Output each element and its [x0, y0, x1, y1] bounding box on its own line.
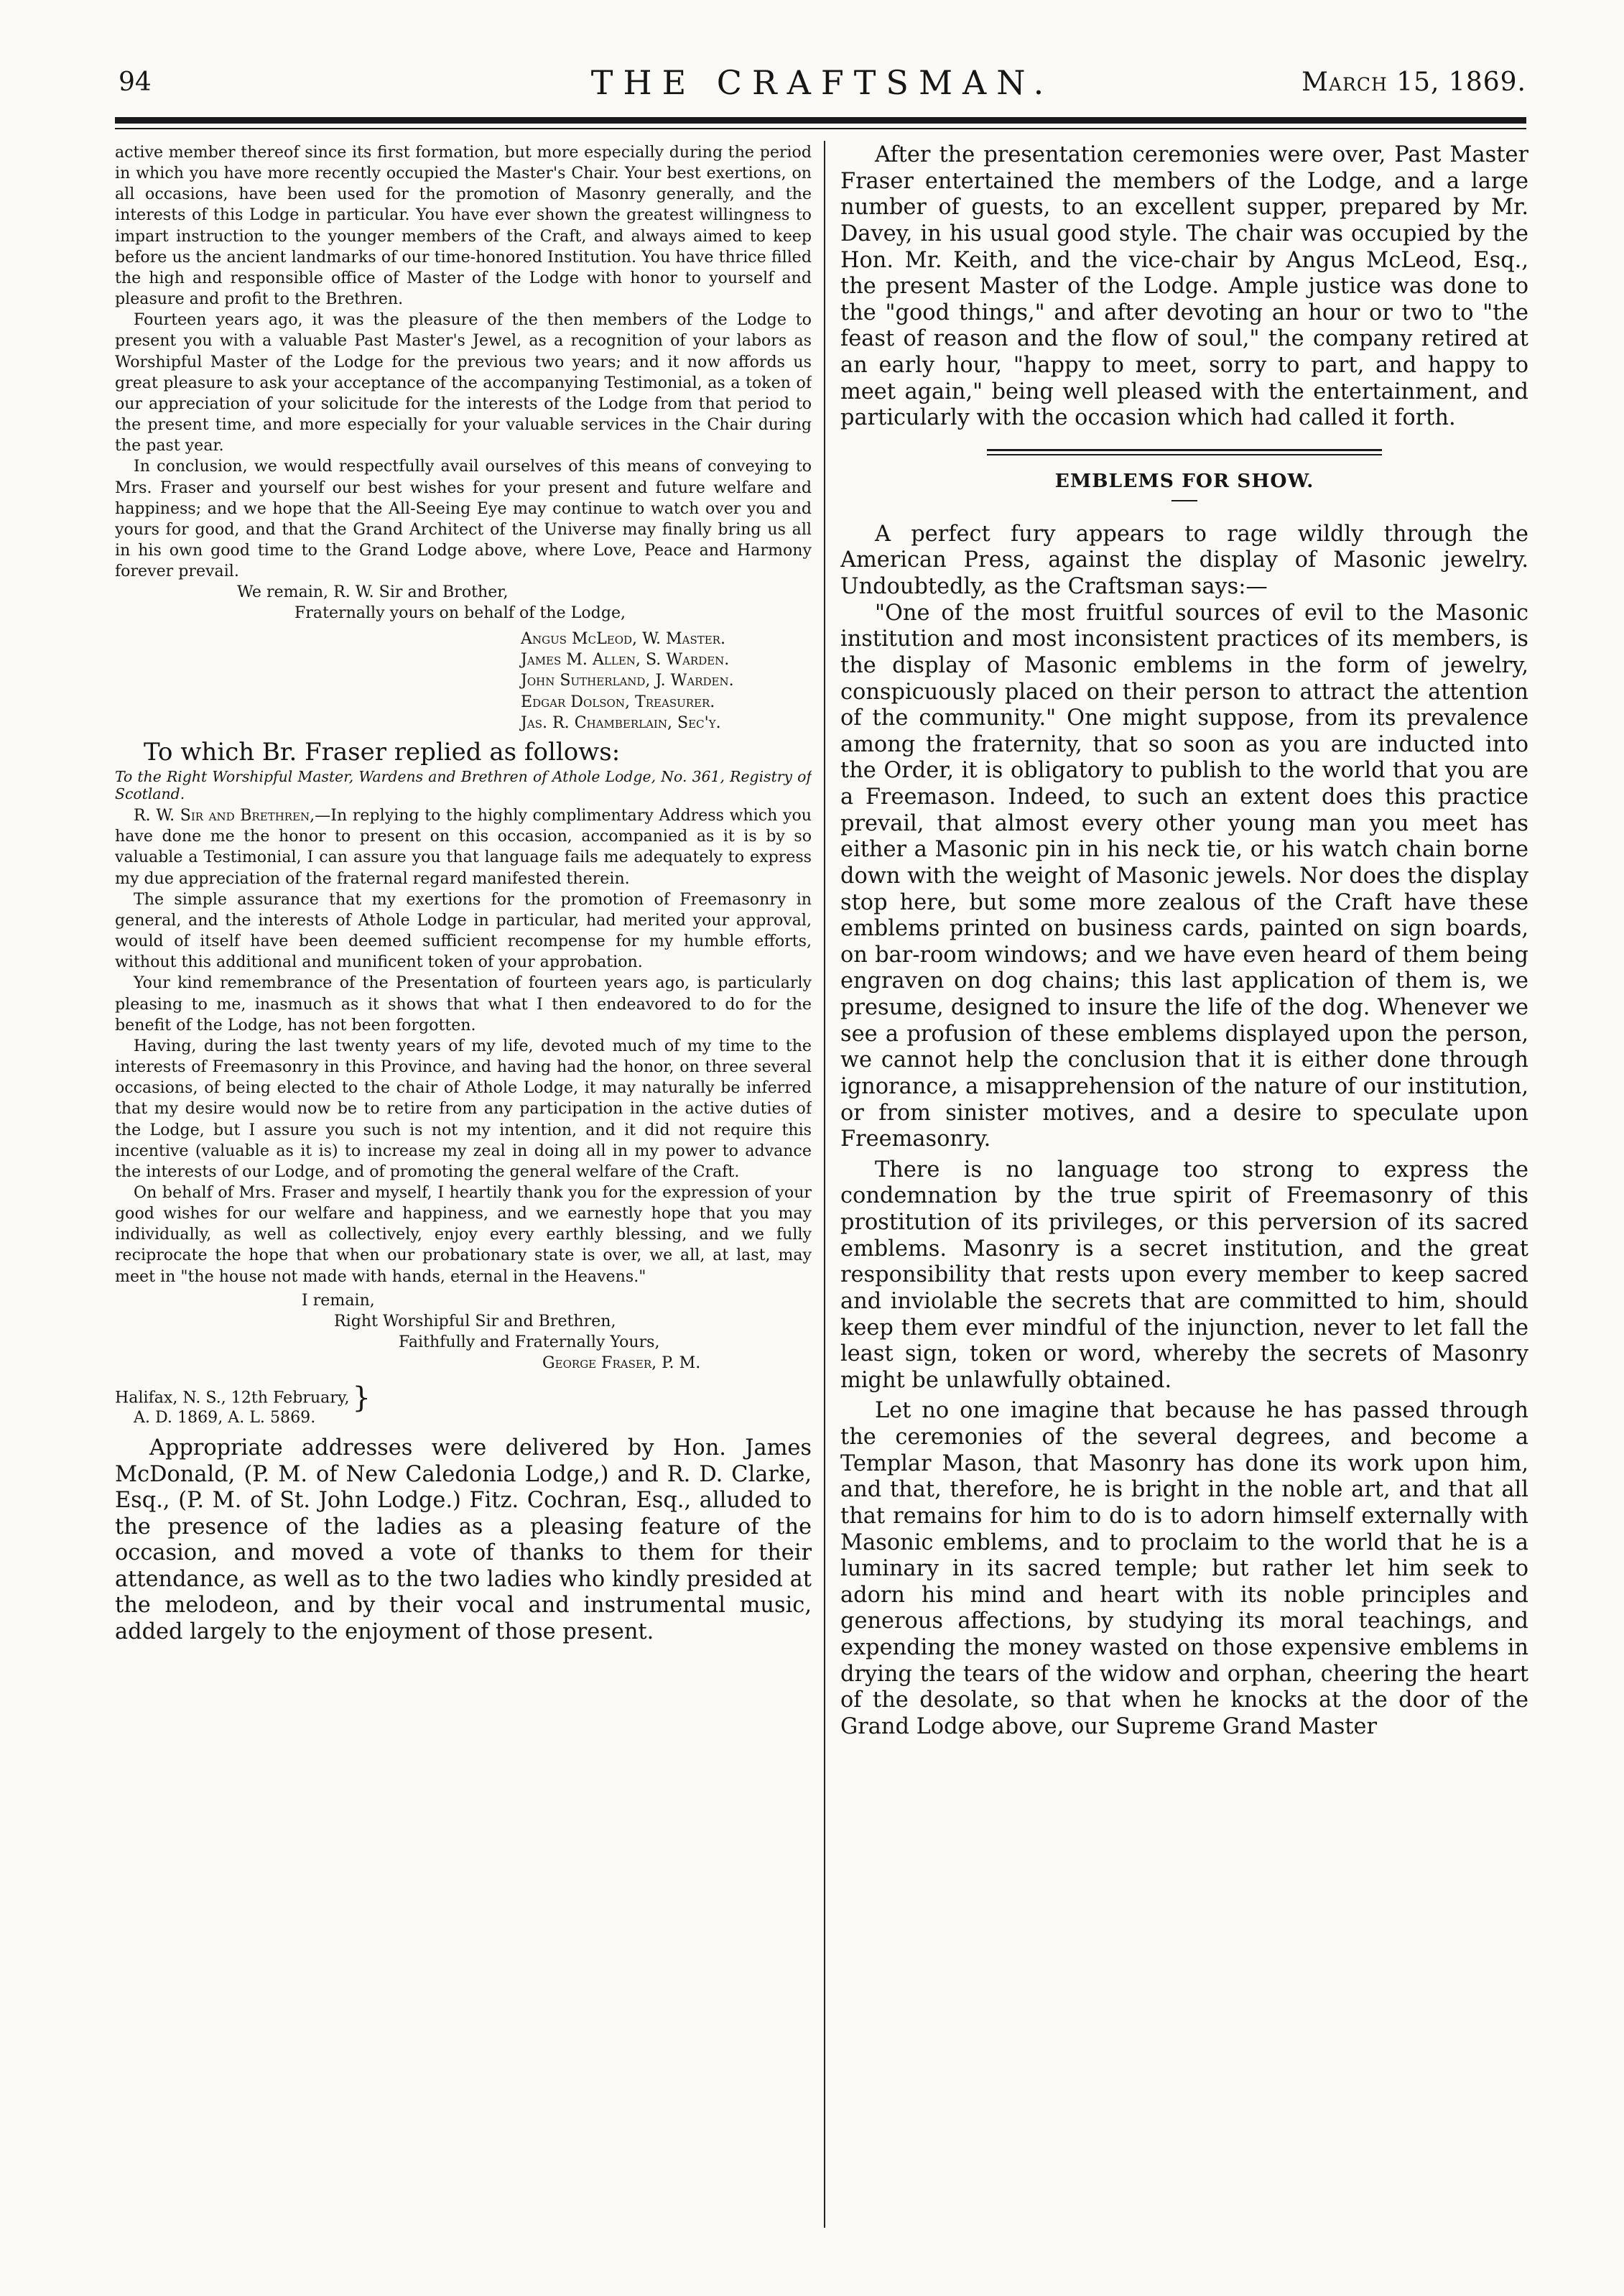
closing-line: Fraternally yours on behalf of the Lodge,: [294, 603, 626, 623]
place-date: [115, 1379, 812, 1428]
header-rule-thin: [115, 128, 1526, 129]
section-rule: [987, 449, 1382, 455]
emblems-paragraph: Let no one imagine that because he has passed through the ceremonies of the several degrees, and become a Templar Mason, that Masonry has done its work upon him, and that, therefore, he is bright in the noble art, and that all that remains for him to do is to adorn himself externally with Masonic emblems, and to proclaim to the world that he is a luminary in its sacred temple; but rather let him seek to adorn his mind and heart with its noble principles and generous affections, by studying its moral teachings, and expending the money wasted on those expensive emblems in drying the tears of the widow and orphan, cheering the heart of the desolate, so that when he knocks at the door of the Grand Lodge above, our Supreme Grand Master: [840, 1398, 1528, 1739]
date-line: A. D. 1869, A. L. 5869.: [134, 1408, 316, 1427]
issue-date: March 15, 1869.: [1301, 68, 1526, 97]
signatory: Jas. R. Chamberlain, Sec'y.: [521, 713, 721, 733]
reply-heading: To which Br. Fraser replied as follows:: [144, 738, 621, 767]
closing-line: Right Worshipful Sir and Brethren,: [334, 1311, 616, 1330]
reply-closing: [115, 1290, 812, 1374]
reply-paragraph: Having, during the last twenty years of my life, devoted much of my time to the interests of Freemasonry in this Province, and having had the honor, on three several occasions, of being elected to the chair of Athole Lodge, it may naturally be inferred that my desire would now be to retire from any participation in the active duties of the Lodge, but I assure you such is not my intention, and it did not require this incentive (valuable as it is) to increase my zeal in doing all in my power to advance the interests of our Lodge, and of promoting the general welfare of the Craft.: [115, 1036, 812, 1181]
reply-paragraph: [115, 805, 812, 889]
paper-title: THE CRAFTSMAN.: [590, 63, 1054, 102]
page-header: [119, 63, 1526, 109]
address-paragraph: Fourteen years ago, it was the pleasure of the then members of the Lodge to present you with a valuable Past Master's Jewel, as a recognition of your labors as Worshipful Master of the Lodge for the previous two years; and it now affords us great pleasure to ask your acceptance of the accompanying Testimonial, as a token of our appreciation of your solicitude for the interests of the Lodge from that period to the present time, and more especially for your valuable services in the Chair during the past year.: [115, 310, 812, 455]
right-column: [840, 142, 1528, 2240]
reply-paragraph: On behalf of Mrs. Fraser and myself, I heartily thank you for the expression of your good wishes for our welfare and happiness, and we earnestly hope that you may individually, as well as collectively, enjoy every earthly blessing, and we fully reciprocate the hope that when our probationary state is over, we all, at last, may meet in "the house not made with hands, eternal in the Heavens.": [115, 1182, 812, 1286]
signatory: John Sutherland, J. Warden.: [521, 671, 734, 690]
header-rule: [115, 117, 1526, 124]
closing-line: I remain,: [302, 1290, 375, 1310]
section-heading: EMBLEMS FOR SHOW.: [1054, 469, 1314, 492]
reply-paragraph: Your kind remembrance of the Presentation of fourteen years ago, is particularly pleasing to me, inasmuch as it shows that what I then endeavored to do for the benefit of the Lodge, has not been forgotten.: [115, 973, 812, 1034]
reply-salutation: R. W. Sir and Brethren,: [134, 806, 315, 825]
brace-glyph: }: [352, 1381, 371, 1415]
signatory-list: [115, 629, 812, 734]
emblems-intro: A perfect fury appears to rage wildly through the American Press, against the display of Masonic jewelry. Undoubtedly, as the Craftsman says:—: [840, 521, 1528, 600]
heading-dash: [1171, 500, 1197, 501]
reply-addressee: To the Right Worshipful Master, Wardens and Brethren of Athole Lodge, No. 361, Registry of Scotland.: [115, 768, 812, 802]
address-paragraph: active member thereof since its first formation, but more especially during the period in which you have more recently occupied the Master's Chair. Your best exertions, on all occasions, have been used for the promotion of Masonry generally, and the interests of this Lodge in particular. You have ever shown the greatest willingness to impart instruction to the younger members of the Craft, and always aimed to keep before us the ancient landmarks of our time-honored Institution. You have thrice filled the high and responsible office of Master of the Lodge with honor to yourself and pleasure and profit to the Brethren.: [115, 143, 812, 309]
presentation-paragraph: After the presentation ceremonies were over, Past Master Fraser entertained the members of the Lodge, and a large number of guests, to an excellent supper, prepared by Mr. Davey, in his usual good style. The chair was occupied by the Hon. Mr. Keith, and the vice-chair by Angus McLeod, Esq., the present Master of the Lodge. Ample justice was done to the "good things," and after devoting an hour or two to "the feast of reason and the flow of soul," the company retired at an early hour, "happy to meet, sorry to part, and happy to meet again," being well pleased with the entertainment, and particularly with the occasion which had called it forth.: [840, 142, 1528, 431]
emblems-paragraph: "One of the most fruitful sources of evil to the Masonic institution and most inconsistent practices of its members, is the display of Masonic emblems in the form of jewelry, conspicuously placed on their person to attract the attention of the community." One might suppose, from its prevalence among the fraternity, that so soon as you are inducted into the Order, it is obligatory to publish to the world that you are a Freemason. Indeed, to such an extent does this practice prevail, that almost every other young man you meet has either a Masonic pin in his neck tie, or his watch chain borne down with the weight of Masonic jewels. Nor does the display stop here, but some more zealous of the Craft have these emblems printed on business cards, painted on sign boards, on bar-room windows; and we have even heard of them being engraven on dog chains; this last application of them is, we presume, designed to insure the life of the dog. Whenever we see a profusion of these emblems displayed upon the person, we cannot help the conclusion that it is either done through ignorance, a misapprehension of the nature of our institution, or from sinister motives, and a desire to speculate upon Freemasonry.: [840, 600, 1528, 1152]
closing-line: Faithfully and Fraternally Yours,: [399, 1333, 660, 1352]
signatory: James M. Allen, S. Warden.: [521, 649, 730, 669]
signatory: Edgar Dolson, Treasurer.: [521, 692, 715, 711]
left-column: [115, 142, 812, 2240]
column-divider: [824, 141, 825, 2228]
page-number: 94: [119, 68, 152, 97]
signature-name: George Fraser, P. M.: [542, 1353, 701, 1373]
closing-line: We remain, R. W. Sir and Brother,: [237, 583, 509, 602]
place-line: Halifax, N. S., 12th February, }: [115, 1381, 371, 1415]
reply-paragraph: The simple assurance that my exertions for the promotion of Freemasonry in general, and the interests of Athole Lodge in particular, had merited your approval, would of itself have been deemed sufficient recompense for my humble efforts, without this additional and munificent token of your approbation.: [115, 889, 812, 972]
appropriate-paragraph: Appropriate addresses were delivered by Hon. James McDonald, (P. M. of New Caledonia Lodge,) and R. D. Clarke, Esq., (P. M. of St. John Lodge.) Fitz. Cochran, Esq., alluded to the presence of the ladies as a pleasing feature of the occasion, and moved a vote of thanks to them for their attendance, as well as to the two ladies who kindly presided at the melodeon, and by their vocal and instrumental music, added largely to the enjoyment of those present.: [115, 1435, 812, 1644]
signatory: Angus McLeod, W. Master.: [521, 629, 725, 648]
reply-text: —In replying to the highly complimentary Address which you have done me the honor to present on this occasion, accompanied as it is by so valuable a Testimonial, I can assure you that language fails me adequately to express my due appreciation of the fraternal regard manifested therein.: [115, 806, 812, 888]
address-paragraph: In conclusion, we would respectfully avail ourselves of this means of conveying to Mrs. Fraser and yourself our best wishes for your present and future welfare and happiness; and we hope that the All-Seeing Eye may continue to watch over you and yours for good, and that the Grand Architect of the Universe may finally bring us all in his own good time to the Grand Lodge above, where Love, Peace and Harmony forever prevail.: [115, 457, 812, 581]
emblems-paragraph: There is no language too strong to express the condemnation by the true spirit of Freemasonry of this prostitution of its privileges, or this perversion of its sacred emblems. Masonry is a secret institution, and the great responsibility that rests upon every member to keep sacred and inviolable the secrets that are committed to him, should keep them ever mindful of the injunction, never to let fall the least sign, token or word, whereby the secrets of Masonry might be unlawfully obtained.: [840, 1157, 1528, 1393]
